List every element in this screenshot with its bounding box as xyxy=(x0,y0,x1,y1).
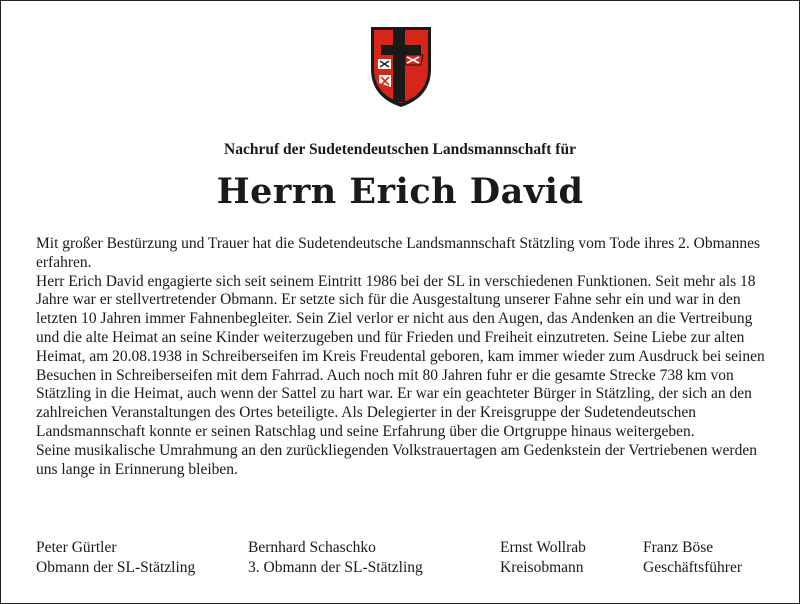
signatory-name: Ernst Wollrab xyxy=(500,539,586,556)
paragraph: Seine musikalische Umrahmung an den zurückliegenden Volkstrauertagen am Gedenkstein der Vertriebenen werden uns lange in Erinnerung bleiben. xyxy=(36,441,757,478)
signature-block xyxy=(500,538,586,577)
signature-block xyxy=(643,538,742,577)
obituary-text xyxy=(36,235,771,479)
sudeten-coat-of-arms-icon xyxy=(369,25,433,109)
signature-block xyxy=(36,538,195,577)
signatory-name: Peter Gürtler xyxy=(36,539,117,556)
signatory-name: Bernhard Schaschko xyxy=(248,539,376,556)
paragraph: Mit großer Bestürzung und Trauer hat die Sudetendeutsche Landsmannschaft Stätzling vom Tode ihres 2. Obmannes erfahren. xyxy=(36,235,760,271)
paragraph: Herr Erich David engagierte sich seit seinem Eintritt 1986 bei der SL in verschiedenen Funktionen. Seit mehr als 18 Jahre war er stellvertretender Obmann. Er setzte sich für die Ausgestaltung unserer Fahne sehr ein und war in den letzten 10 Jahren immer Fahnenbegleiter. Sein Ziel verlor er nicht aus den Augen, das Andenken an die Vertreibung und die alte Heimat an seine Kinder weiterzugeben und für Frieden und Freiheit einzutreten. Seine Liebe zur alten Heimat, am 20.08.1938 in Schreiberseifen im Kreis Freudental geboren, kam immer wieder zum Ausdruck bei seinen Besuchen in Schreiberseifen mit dem Fahrrad. Auch noch mit 80 Jahren fuhr er die gesamte Strecke 738 km von Stätzling in die Heimat, auch wenn der Sattel zu hart war. Er war ein geachteter Bürger in Stätzling, der sich an den zahlreichen Veranstaltungen des Ortes beteiligte. Als Delegierter in der Kreisgruppe der Sudetendeutschen Landsmannschaft konnte er seinen Ratschlag und seine Erfahrung über die Ortgruppe hinaus weitergeben. xyxy=(36,272,765,440)
signature-block xyxy=(248,538,423,577)
signatory-name: Franz Böse xyxy=(643,539,714,556)
signatory-role: Kreisobmann xyxy=(500,558,584,576)
deceased-name: Herrn Erich David xyxy=(216,171,584,212)
subtitle: Nachruf der Sudetendeutschen Landsmannschaft für xyxy=(224,141,576,158)
signatory-role: Geschäftsführer xyxy=(643,558,742,576)
signatory-role: Obmann der SL-Stätzling xyxy=(36,558,196,576)
signatory-role: 3. Obmann der SL-Stätzling xyxy=(248,558,423,576)
